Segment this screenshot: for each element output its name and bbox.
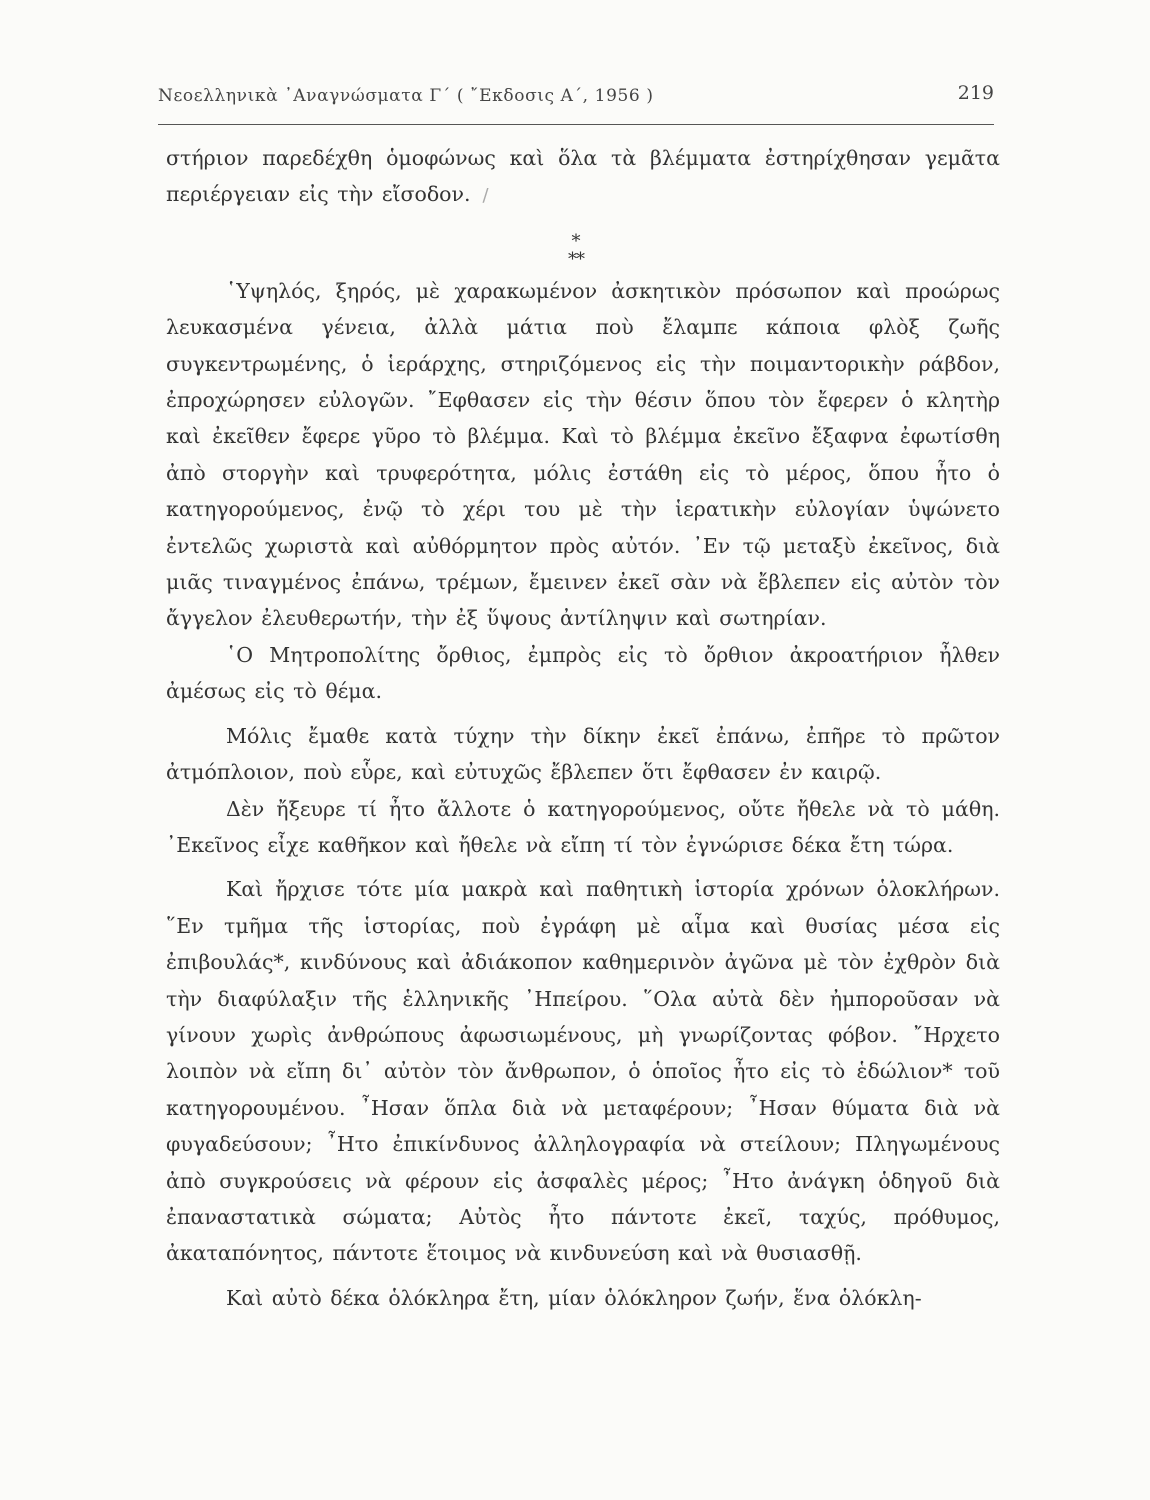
paragraph-2: ῾Ο Μητροπολίτης ὄρθιος, ἐμπρὸς εἰς τὸ ὄρθιον ἀκροατήριον ἦλθεν ἀμέσως εἰς τὸ θέμα.	[166, 642, 1000, 704]
asterism-top: *	[571, 230, 581, 252]
paragraph-text: στήριον παρεδέχθη ὁμοφώνως καὶ ὅλα τὰ βλέμματα ἐστηρίχθησαν γεμᾶτα περιέργειαν εἰς τὴν εἴσοδον.	[166, 146, 1000, 207]
header-rule	[158, 124, 994, 125]
header-title: Νεοελληνικὰ ᾿Αναγνώσματα Γ´ ( ῎Εκδοσις Α´, 1956 )	[158, 86, 654, 106]
section-break-asterisks	[152, 215, 1000, 273]
paragraph-6: Καὶ αὐτὸ δέκα ὁλόκληρα ἔτη, μίαν ὁλόκληρον ζωήν, ἕνα ὁλόκλη-	[226, 1285, 922, 1310]
paragraph-3: Μόλις ἔμαθε κατὰ τύχην τὴν δίκην ἐκεῖ ἐπάνω, ἐπῆρε τὸ πρῶτον ἀτμόπλοιον, ποὺ εὗρε, καὶ εὐτυχῶς ἔβλεπεν ὅτι ἔφθασεν ἐν καιρῷ.	[166, 723, 1000, 785]
body-text	[166, 140, 1000, 1316]
paragraph-4: Δὲν ἤξευρε τί ἦτο ἄλλοτε ὁ κατηγορούμενος, οὔτε ἤθελε νὰ τὸ μάθη. ᾿Εκεῖνος εἶχε καθῆκον καὶ ἤθελε νὰ εἴπη τί τὸν ἐγνώρισε δέκα ἔτη τώρα.	[166, 796, 1000, 857]
paragraph-1: ῾Υψηλός, ξηρός, μὲ χαρακωμένον ἀσκητικὸν πρόσωπον καὶ προώρως λευκασμένα γένεια, ἀλλὰ μάτια ποὺ ἔλαμπε κάποια φλὸξ ζωῆς συγκεντρωμένης, ὁ ἱεράρχης, στηριζόμενος εἰς τὴν ποιμαντορικὴν ράβδον, ἐπροχώρησεν εὐλογῶν. ῎Εφθασεν εἰς τὴν θέσιν ὅπου τὸν ἔφερεν ὁ κλητὴρ καὶ ἐκεῖθεν ἔφερε γῦρο τὸ βλέμμα. Καὶ τὸ βλέμμα ἐκεῖνο ἔξαφνα ἐφωτίσθη ἀπὸ στοργὴν καὶ τρυφερότητα, μόλις ἐστάθη εἰς τὸ μέρος, ὅπου ἦτο ὁ κατηγορούμενος, ἐνῷ τὸ χέρι του μὲ τὴν ἱερατικὴν εὐλογίαν ὑψώνετο ἐντελῶς χωριστὰ καὶ αὐθόρμητον πρὸς αὐτόν. ᾿Εν τῷ μεταξὺ ἐκεῖνος, διὰ μιᾶς τιναγμένος ἐπάνω, τρέμων, ἔμεινεν ἐκεῖ σὰν νὰ ἔβλεπεν εἰς αὐτὸν τὸν ἄγγελον ἐλευθερωτήν, τὴν ἐξ ὕψους ἀντίληψιν καὶ σωτηρίαν.	[166, 278, 1000, 631]
running-header	[158, 82, 994, 112]
page-number: 219	[957, 82, 994, 104]
paragraph-5: Καὶ ἤρχισε τότε μία μακρὰ καὶ παθητικὴ ἱστορία χρόνων ὁλοκλήρων. ῞Εν τμῆμα τῆς ἱστορίας, ποὺ ἐγράφη μὲ αἷμα καὶ θυσίας μέσα εἰς ἐπιβουλάς*, κινδύνους καὶ ἀδιάκοπον καθημερινὸν ἀγῶνα μὲ τὸν ἐχθρὸν διὰ τὴν διαφύλαξιν τῆς ἑλληνικῆς ᾿Ηπείρου. ῞Ολα αὐτὰ δὲν ἠμποροῦσαν νὰ γίνουν χωρὶς ἀνθρώπους ἀφωσιωμένους, μὴ γνωρίζοντας φόβον. ῎Ηρχετο λοιπὸν νὰ εἴπη δι᾿ αὐτὸν τὸν ἄνθρωπον, ὁ ὁποῖος ἦτο εἰς τὸ ἑδώλιον* τοῦ κατηγορουμένου. ῏Ησαν ὅπλα διὰ νὰ μεταφέρουν; ῏Ησαν θύματα διὰ νὰ φυγαδεύσουν; ῏Ητο ἐπικίνδυνος ἀλληλογραφία νὰ στείλουν; Πληγωμένους ἀπὸ συγκρούσεις νὰ φέρουν εἰς ἀσφαλὲς μέρος; ῏Ητο ἀνάγκη ὁδηγοῦ διὰ ἐπαναστατικὰ σώματα; Αὐτὸς ἦτο πάντοτε ἐκεῖ, ταχύς, πρόθυμος, ἀκαταπόνητος, πάντοτε ἕτοιμος νὰ κινδυνεύση καὶ νὰ θυσιασθῇ.	[166, 877, 1000, 1266]
paragraph-continuation	[166, 140, 1000, 215]
margin-check-mark: /	[482, 185, 489, 207]
asterism-bottom: **	[568, 248, 584, 270]
